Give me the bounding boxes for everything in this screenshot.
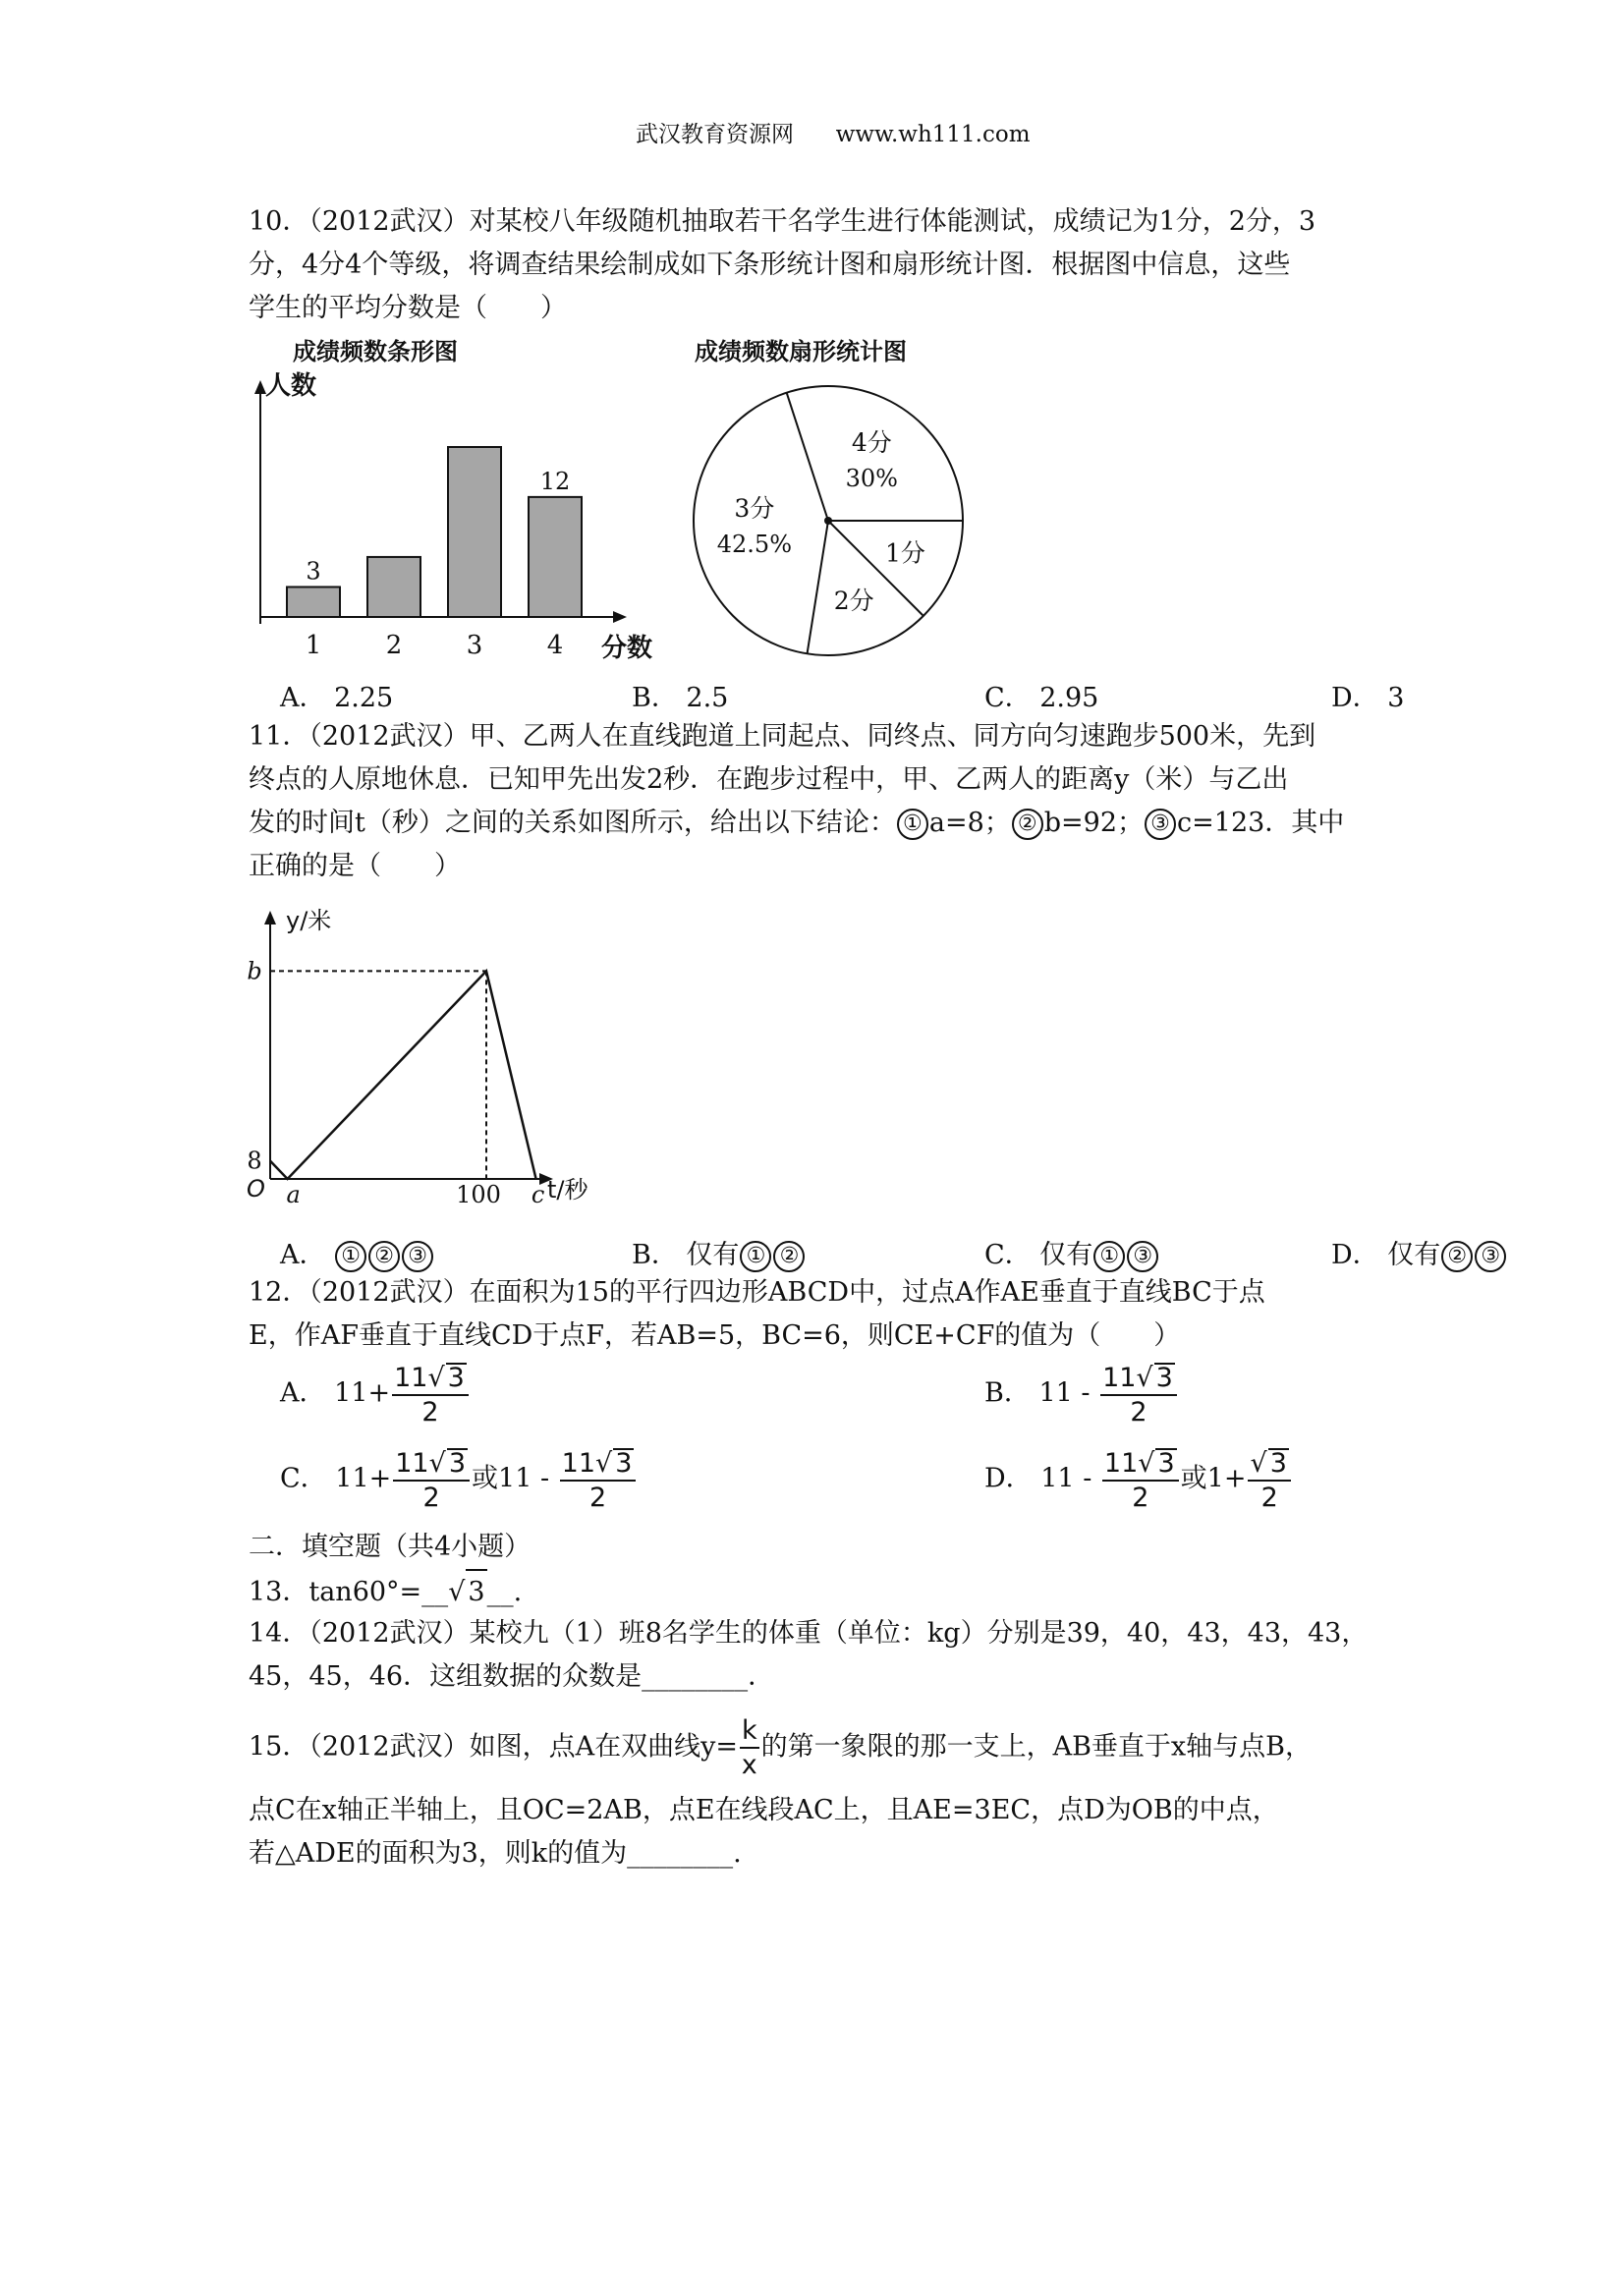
line-graph-y-arrow — [264, 911, 276, 924]
expr-base: 11 — [1038, 1377, 1073, 1409]
q12-option-a-label: A． — [280, 1377, 326, 1409]
bar-tick-label-2: 2 — [385, 631, 403, 660]
q11-text-line-2: 终点的人原地休息．已知甲先出发2秒．在跑步过程中，甲、乙两人的距离y（米）与乙出 — [249, 764, 1289, 795]
q11-option-a-label: A． — [280, 1240, 326, 1270]
x-tick-100: 100 — [456, 1181, 501, 1208]
sqrt-arg: 3 — [615, 1448, 633, 1479]
bar-tick-label-4: 4 — [546, 631, 564, 660]
frac-den: 2 — [1132, 1483, 1149, 1513]
q15-text-line-2: 点C在x轴正半轴上，且OC=2AB，点E在线段AC上，且AE=3EC，点D为OB的中点， — [249, 1795, 1279, 1825]
fraction: $\frac{11√ 3}{2}$ — [1102, 1448, 1179, 1511]
fraction-k-over-x — [740, 1717, 759, 1778]
q13-suffix: __. — [486, 1577, 523, 1607]
frac-coef: 11 — [395, 1448, 429, 1479]
line-graph — [241, 899, 614, 1213]
q13-text: 13．tan60°=__√ 3__. — [249, 1569, 522, 1614]
expr-minus: - — [532, 1463, 558, 1494]
bar-3 — [448, 447, 501, 617]
expr-base: 11 — [334, 1377, 368, 1409]
frac-num: k — [740, 1717, 759, 1749]
q11-line-3-lead: 发的时间t（秒）之间的关系如图所示，给出以下结论： — [249, 808, 896, 838]
pie-chart — [683, 334, 987, 668]
q11-option-c-label: C． 仅有 — [984, 1240, 1093, 1270]
circled-3: ③ — [1145, 809, 1176, 840]
fraction: $\frac{11√ 3}{2}$ — [392, 1363, 469, 1426]
q11-text-line-4: 正确的是（ ） — [249, 851, 461, 881]
frac-coef: 11 — [561, 1448, 596, 1479]
q12-option-d — [984, 1448, 1293, 1511]
q12-option-b — [984, 1363, 1179, 1426]
pie-slice-percent-4分: 30% — [845, 465, 898, 493]
q11-option-d — [1331, 1233, 1507, 1272]
site-name: 武汉教育资源网 — [636, 122, 794, 147]
expr-minus: - — [1072, 1377, 1099, 1409]
q11-conclusion-3: c=123．其中 — [1177, 808, 1345, 838]
frac-den: x — [741, 1750, 757, 1780]
expr-plus: + — [367, 1377, 391, 1409]
sqrt-arg: 3 — [1155, 1363, 1173, 1393]
site-url: www.wh111.com — [835, 122, 1031, 147]
pie-chart-title: 成绩频数扇形统计图 — [695, 338, 907, 365]
expr-base: 11 — [335, 1463, 369, 1494]
pie-slice-label-4分: 4分 — [851, 428, 892, 458]
circled-3: ③ — [1475, 1241, 1506, 1272]
circled-1: ① — [740, 1241, 771, 1272]
q11-option-c — [984, 1233, 1159, 1272]
circled-3: ③ — [402, 1241, 433, 1272]
q12-option-a — [280, 1363, 471, 1426]
frac-den: 2 — [421, 1397, 439, 1428]
fraction: $\frac{11√ 3}{2}$ — [560, 1448, 637, 1511]
expr-or: 或 — [1180, 1463, 1207, 1494]
q12-option-c — [280, 1448, 638, 1511]
pie-center — [824, 517, 832, 525]
q13-prefix: 13．tan60°=__ — [249, 1577, 449, 1607]
line-graph-origin-label: O — [247, 1175, 265, 1203]
distance-line — [270, 971, 536, 1179]
circled-1: ① — [335, 1241, 366, 1272]
fraction: $\frac{√ 3}{2}$ — [1248, 1448, 1290, 1511]
q15-line-1-prefix: 15．（2012武汉）如图，点A在双曲线y= — [249, 1731, 738, 1763]
frac-den: 2 — [588, 1483, 607, 1513]
expr-or: 或 — [472, 1463, 499, 1494]
q11-option-b-label: B． 仅有 — [632, 1240, 740, 1270]
sqrt-arg: 3 — [447, 1363, 465, 1393]
y-tick-8: 8 — [247, 1147, 262, 1175]
q10-text-line-2: 分，4分4个等级，将调查结果绘制成如下条形统计图和扇形统计图．根据图中信息，这些 — [249, 250, 1291, 280]
sqrt-arg: 3 — [1269, 1448, 1287, 1479]
sqrt-arg: 3 — [1157, 1448, 1175, 1479]
pie-slice-label-2分: 2分 — [833, 586, 874, 615]
fraction: $\frac{11√ 3}{2}$ — [1100, 1363, 1177, 1426]
q11-text-line-3 — [249, 802, 1344, 845]
q11-option-d-label: D． 仅有 — [1331, 1240, 1441, 1270]
fraction: $\frac{11√ 3}{2}$ — [393, 1448, 470, 1511]
q12-option-b-label: B． — [984, 1377, 1031, 1409]
q10-option-d: D． 3 — [1331, 683, 1405, 713]
bar-chart-x-label: 分数 — [601, 634, 653, 663]
q11-text-line-1: 11．（2012武汉）甲、乙两人在直线跑道上同起点、同终点、同方向匀速跑步500米，先到 — [249, 721, 1316, 752]
q10-text-line-1: 10．（2012武汉）对某校八年级随机抽取若干名学生进行体能测试，成绩记为1分，2分，3 — [249, 206, 1316, 237]
q11-option-a — [280, 1233, 434, 1272]
bar-chart-x-arrow — [613, 611, 627, 623]
frac-coef: 11 — [394, 1363, 428, 1393]
q15-text-line-1 — [249, 1717, 1312, 1778]
q12-text-line-1: 12．（2012武汉）在面积为15的平行四边形ABCD中，过点A作AE垂直于直线BC于点 — [249, 1277, 1265, 1308]
q10-option-b: B． 2.5 — [632, 683, 729, 713]
expr-one-plus: 1+ — [1206, 1463, 1247, 1494]
expr-base: 11 — [498, 1463, 532, 1494]
bar-1 — [287, 587, 340, 617]
frac-coef: 11 — [1103, 1448, 1139, 1479]
q11-option-b — [632, 1233, 806, 1272]
pie-slice-label-1分: 1分 — [885, 538, 925, 568]
frac-den: 2 — [1260, 1483, 1278, 1513]
pie-slice-label-3分: 3分 — [734, 493, 775, 523]
x-tick-c: c — [531, 1181, 545, 1208]
pie-slice-percent-3分: 42.5% — [716, 530, 793, 558]
expr-base: 11 — [1040, 1463, 1075, 1494]
q15-line-1-suffix: 的第一象限的那一支上，AB垂直于x轴与点B， — [760, 1731, 1313, 1763]
q14-text-line-1: 14．（2012武汉）某校九（1）班8名学生的体重（单位：kg）分别是39，40，43，43，43， — [249, 1618, 1369, 1649]
y-tick-b: b — [247, 957, 262, 985]
expr-plus: + — [368, 1463, 392, 1494]
circled-2: ② — [1012, 809, 1043, 840]
page-header — [636, 116, 1031, 148]
circled-1: ① — [1093, 1241, 1125, 1272]
bar-data-label-1: 3 — [306, 557, 321, 586]
circled-2: ② — [368, 1241, 400, 1272]
bar-chart-title: 成绩频数条形图 — [293, 338, 458, 365]
q13-answer: 3 — [466, 1569, 486, 1614]
q11-conclusion-2: b=92； — [1043, 808, 1145, 838]
q12-text-line-2: E，作AF垂直于直线CD于点F，若AB=5，BC=6，则CE+CF的值为（ ） — [249, 1320, 1181, 1351]
circled-2: ② — [1441, 1241, 1473, 1272]
q10-option-c: C． 2.95 — [984, 683, 1099, 713]
q12-option-d-label: D． — [984, 1463, 1033, 1494]
sqrt-arg: 3 — [448, 1448, 467, 1479]
circled-3: ③ — [1127, 1241, 1158, 1272]
section-title: 二．填空题（共4小题） — [249, 1532, 532, 1562]
circled-2: ② — [773, 1241, 805, 1272]
line-graph-x-label: t/秒 — [547, 1176, 588, 1204]
bar-tick-label-3: 3 — [466, 631, 483, 660]
x-tick-a: a — [286, 1181, 301, 1208]
bar-chart — [236, 329, 668, 663]
line-graph-y-label: y/米 — [286, 907, 332, 934]
bar-4 — [529, 497, 582, 617]
pie-divider-1 — [787, 393, 828, 521]
frac-den: 2 — [422, 1483, 440, 1513]
frac-coef: 11 — [1102, 1363, 1137, 1393]
expr-minus: - — [1074, 1463, 1100, 1494]
q10-text-line-3: 学生的平均分数是（ ） — [249, 293, 567, 323]
bar-chart-y-label: 人数 — [265, 371, 317, 401]
q11-conclusion-1: a=8； — [928, 808, 1011, 838]
circled-1: ① — [897, 809, 928, 840]
q12-option-c-label: C． — [280, 1463, 327, 1494]
bar-data-label-4: 12 — [539, 467, 571, 495]
pie-divider-2 — [808, 521, 828, 653]
frac-den: 2 — [1130, 1397, 1147, 1428]
bar-tick-label-1: 1 — [305, 631, 322, 660]
q10-option-a: A． 2.25 — [280, 683, 394, 713]
q15-text-line-3: 若△ADE的面积为3，则k的值为________. — [249, 1838, 742, 1869]
bar-2 — [367, 557, 420, 617]
q14-text-line-2: 45，45，46．这组数据的众数是________． — [249, 1661, 775, 1692]
